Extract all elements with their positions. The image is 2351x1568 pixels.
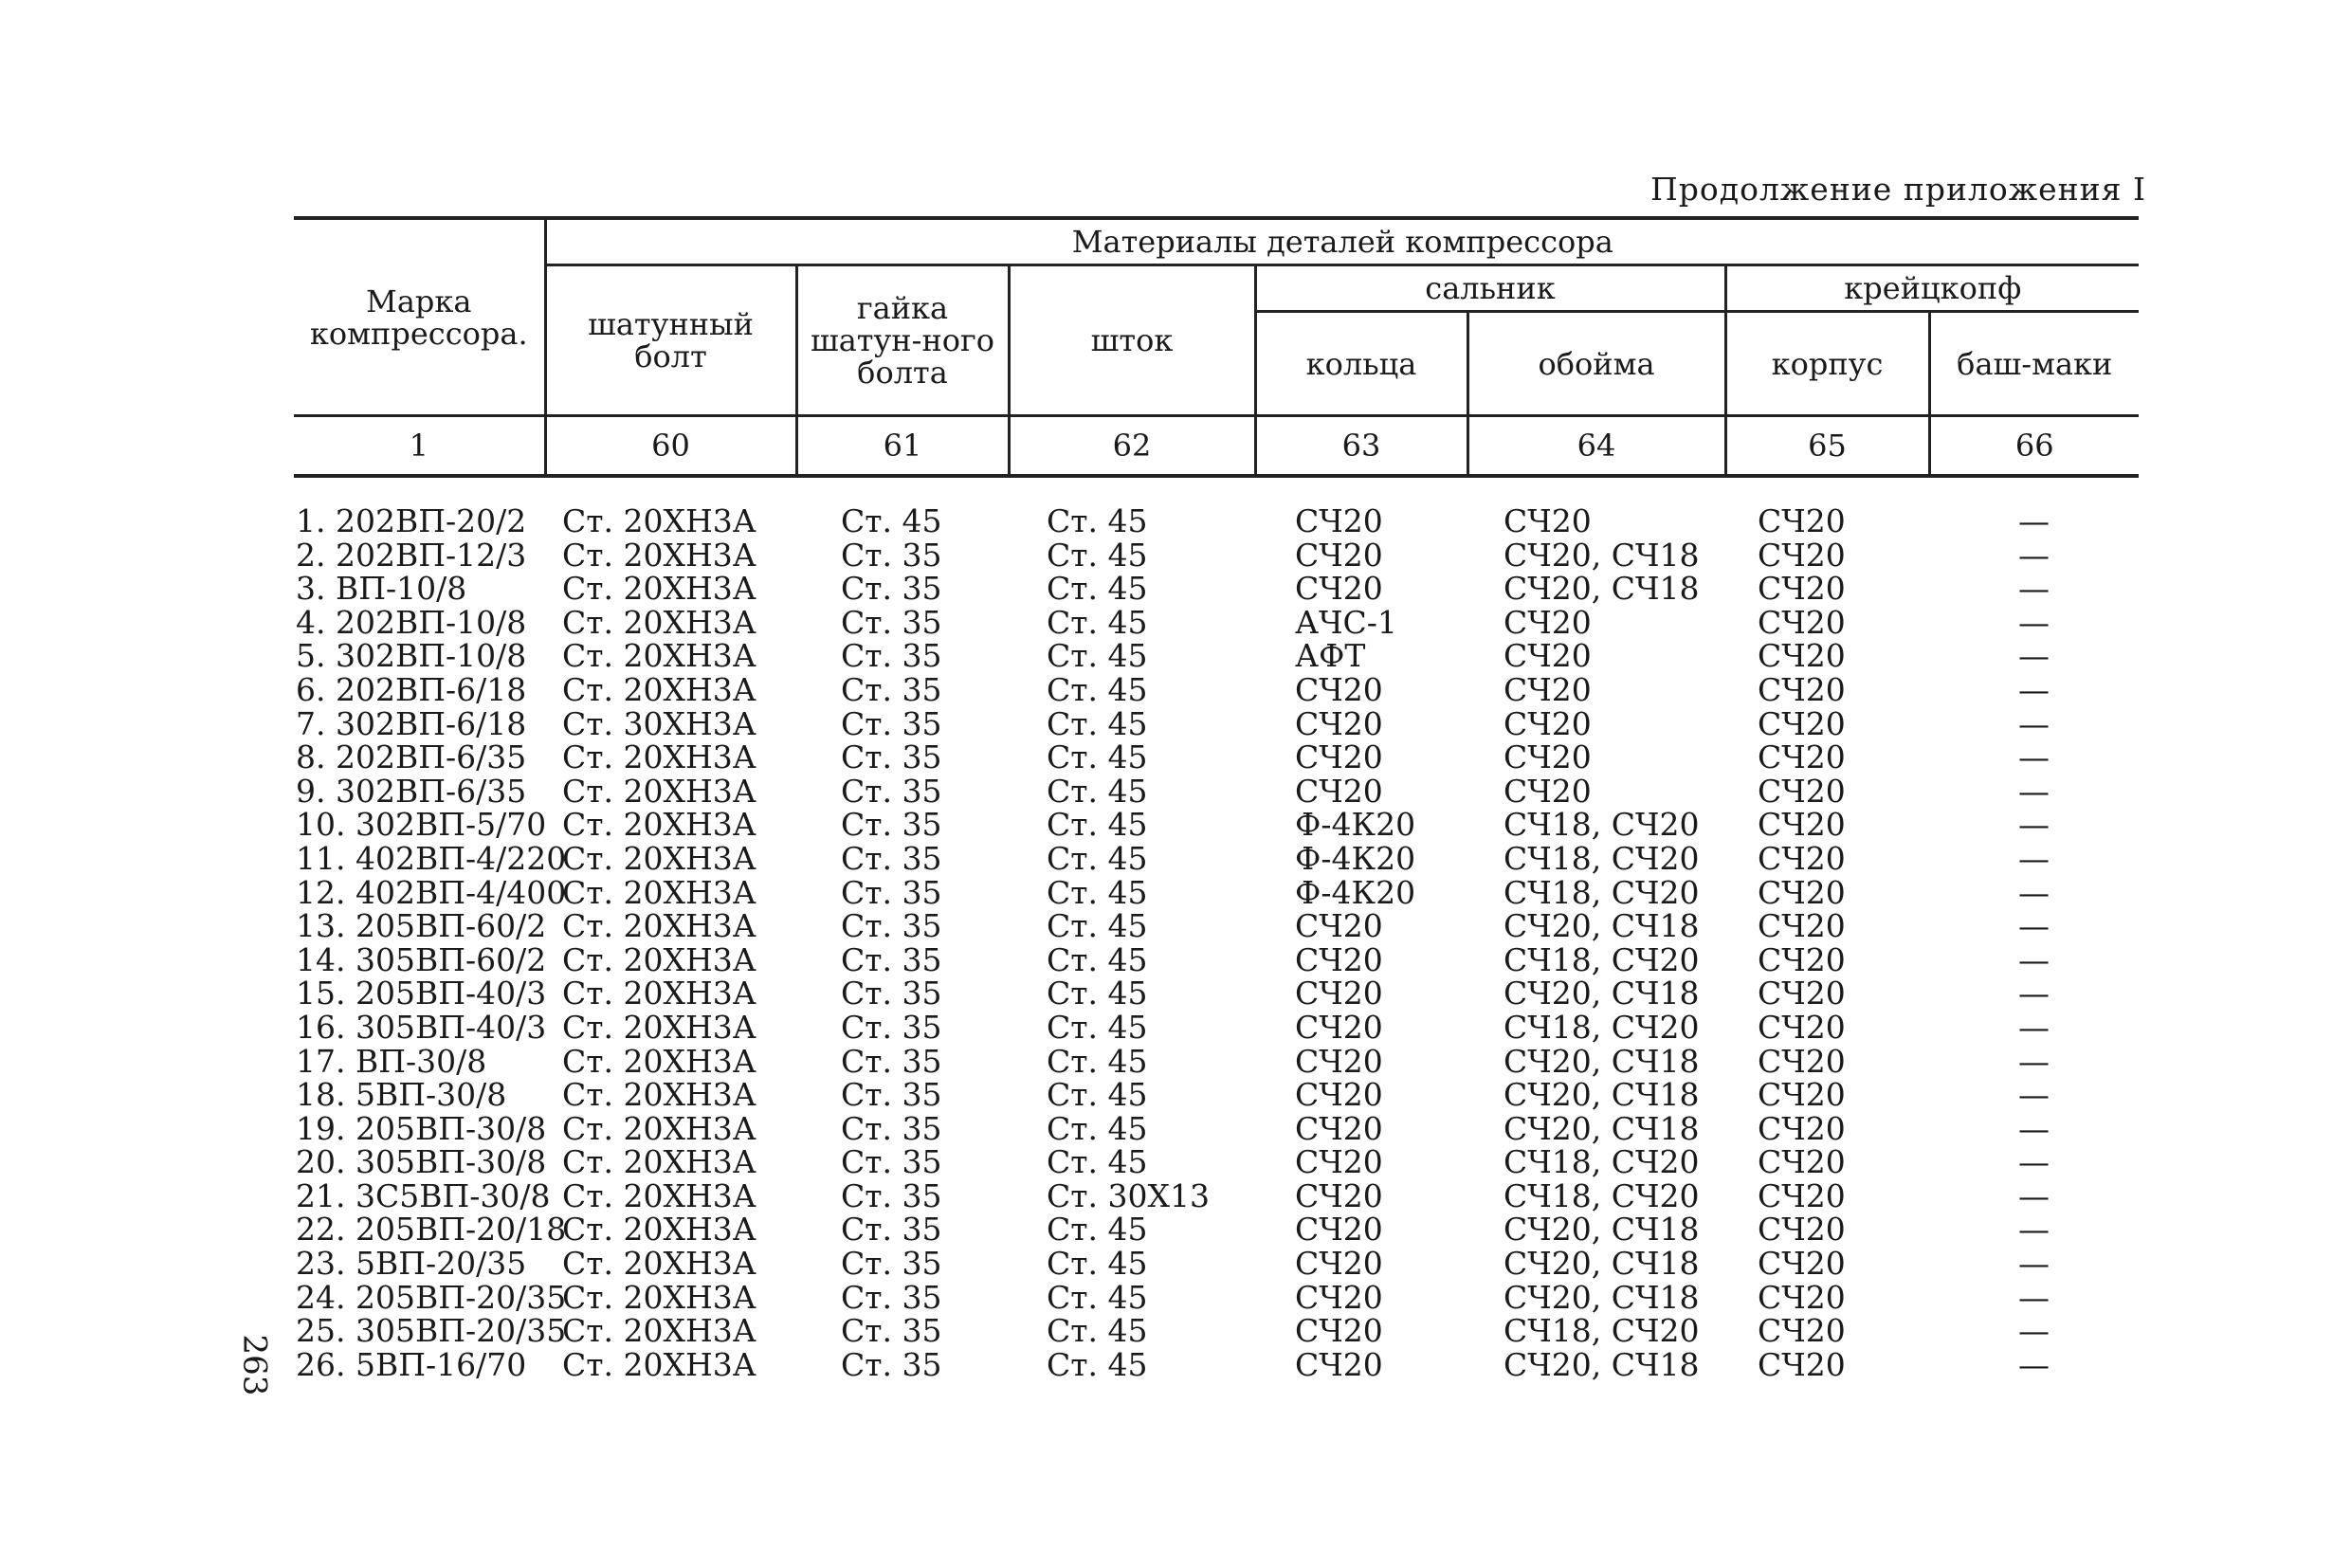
table-row bbox=[294, 1011, 2139, 1045]
bolt-material-cell: Ст. 20ХН3А bbox=[562, 772, 756, 810]
rod-material-cell: Ст. 45 bbox=[1047, 1345, 1148, 1383]
header-crosshead-group: крейцкопф bbox=[1725, 265, 2139, 312]
compressor-mark-cell: 24. 205ВП-20/35 bbox=[296, 1278, 567, 1316]
table-row bbox=[294, 976, 2139, 1011]
rod-material-cell: Ст. 45 bbox=[1047, 738, 1148, 776]
crosshead-body-material-cell: СЧ20 bbox=[1758, 1312, 1846, 1350]
gland-cage-material-cell: СЧ20 bbox=[1504, 738, 1592, 776]
crosshead-shoes-material-cell: — bbox=[2018, 670, 2050, 708]
table-row bbox=[294, 572, 2139, 606]
crosshead-shoes-material-cell: — bbox=[2018, 536, 2050, 574]
gland-rings-material-cell: Ф-4К20 bbox=[1295, 873, 1416, 911]
rod-material-cell: Ст. 45 bbox=[1047, 907, 1148, 945]
nut-material-cell: Ст. 35 bbox=[841, 975, 942, 1012]
crosshead-shoes-material-cell: — bbox=[2018, 1176, 2050, 1214]
bolt-material-cell: Ст. 20ХН3А bbox=[562, 1143, 756, 1181]
crosshead-body-material-cell: СЧ20 bbox=[1758, 1176, 1846, 1214]
header-body: корпус bbox=[1725, 312, 1929, 416]
table-row bbox=[294, 1281, 2139, 1315]
bolt-material-cell: Ст. 20ХН3А bbox=[562, 1245, 756, 1283]
bolt-material-cell: Ст. 30ХН3А bbox=[562, 704, 756, 742]
crosshead-shoes-material-cell: — bbox=[2018, 1076, 2050, 1114]
gland-cage-material-cell: СЧ18, СЧ20 bbox=[1504, 940, 1700, 978]
bolt-material-cell: Ст. 20ХН3А bbox=[562, 670, 756, 708]
gland-rings-material-cell: СЧ20 bbox=[1295, 1345, 1383, 1383]
gland-cage-material-cell: СЧ18, СЧ20 bbox=[1504, 1312, 1700, 1350]
bolt-material-cell: Ст. 20ХН3А bbox=[562, 502, 756, 539]
crosshead-body-material-cell: СЧ20 bbox=[1758, 873, 1846, 911]
gland-cage-material-cell: СЧ20, СЧ18 bbox=[1504, 1076, 1700, 1114]
compressor-mark-cell: 13. 205ВП-60/2 bbox=[296, 907, 547, 945]
rod-material-cell: Ст. 45 bbox=[1047, 570, 1148, 608]
gland-rings-material-cell: СЧ20 bbox=[1295, 738, 1383, 776]
bolt-material-cell: Ст. 20ХН3А bbox=[562, 1312, 756, 1350]
header-materials-group: Материалы деталей компрессора bbox=[545, 218, 2139, 265]
crosshead-body-material-cell: СЧ20 bbox=[1758, 839, 1846, 877]
gland-cage-material-cell: СЧ20, СЧ18 bbox=[1504, 1245, 1700, 1283]
column-number: 62 bbox=[1009, 416, 1255, 477]
crosshead-body-material-cell: СЧ20 bbox=[1758, 975, 1846, 1012]
gland-rings-material-cell: СЧ20 bbox=[1295, 940, 1383, 978]
crosshead-body-material-cell: СЧ20 bbox=[1758, 1076, 1846, 1114]
crosshead-shoes-material-cell: — bbox=[2018, 1345, 2050, 1383]
rod-material-cell: Ст. 30Х13 bbox=[1047, 1176, 1210, 1214]
crosshead-body-material-cell: СЧ20 bbox=[1758, 1211, 1846, 1249]
compressor-mark-cell: 23. 5ВП-20/35 bbox=[296, 1245, 527, 1283]
compressor-mark-cell: 12. 402ВП-4/400 bbox=[296, 873, 567, 911]
gland-cage-material-cell: СЧ18, СЧ20 bbox=[1504, 1008, 1700, 1046]
rod-material-cell: Ст. 45 bbox=[1047, 975, 1148, 1012]
crosshead-shoes-material-cell: — bbox=[2018, 704, 2050, 742]
table-row bbox=[294, 504, 2139, 538]
table-row bbox=[294, 1314, 2139, 1348]
compressor-mark-cell: 10. 302ВП-5/70 bbox=[296, 806, 547, 844]
nut-material-cell: Ст. 35 bbox=[841, 536, 942, 574]
table-row bbox=[294, 1112, 2139, 1146]
gland-cage-material-cell: СЧ20, СЧ18 bbox=[1504, 1345, 1700, 1383]
column-number: 63 bbox=[1255, 416, 1467, 477]
nut-material-cell: Ст. 35 bbox=[841, 806, 942, 844]
table-row bbox=[294, 775, 2139, 809]
crosshead-shoes-material-cell: — bbox=[2018, 839, 2050, 877]
table-row bbox=[294, 909, 2139, 943]
nut-material-cell: Ст. 35 bbox=[841, 1245, 942, 1283]
table-row bbox=[294, 1348, 2139, 1382]
compressor-mark-cell: 22. 205ВП-20/18 bbox=[296, 1211, 567, 1249]
nut-material-cell: Ст. 35 bbox=[841, 839, 942, 877]
nut-material-cell: Ст. 35 bbox=[841, 1211, 942, 1249]
crosshead-shoes-material-cell: — bbox=[2018, 907, 2050, 945]
table-row bbox=[294, 673, 2139, 707]
bolt-material-cell: Ст. 20ХН3А bbox=[562, 1008, 756, 1046]
table-row bbox=[294, 808, 2139, 842]
nut-material-cell: Ст. 35 bbox=[841, 1008, 942, 1046]
crosshead-shoes-material-cell: — bbox=[2018, 738, 2050, 776]
nut-material-cell: Ст. 35 bbox=[841, 1345, 942, 1383]
bolt-material-cell: Ст. 20ХН3А bbox=[562, 907, 756, 945]
crosshead-body-material-cell: СЧ20 bbox=[1758, 1143, 1846, 1181]
rod-material-cell: Ст. 45 bbox=[1047, 670, 1148, 708]
compressor-mark-cell: 9. 302ВП-6/35 bbox=[296, 772, 527, 810]
gland-rings-material-cell: СЧ20 bbox=[1295, 975, 1383, 1012]
bolt-material-cell: Ст. 20ХН3А bbox=[562, 1176, 756, 1214]
nut-material-cell: Ст. 35 bbox=[841, 603, 942, 641]
gland-cage-material-cell: СЧ20, СЧ18 bbox=[1504, 1211, 1700, 1249]
gland-cage-material-cell: СЧ18, СЧ20 bbox=[1504, 1176, 1700, 1214]
crosshead-shoes-material-cell: — bbox=[2018, 1278, 2050, 1316]
column-number: 61 bbox=[796, 416, 1009, 477]
gland-rings-material-cell: АФТ bbox=[1295, 637, 1366, 675]
gland-rings-material-cell: СЧ20 bbox=[1295, 1312, 1383, 1350]
bolt-material-cell: Ст. 20ХН3А bbox=[562, 738, 756, 776]
bolt-material-cell: Ст. 20ХН3А bbox=[562, 873, 756, 911]
gland-rings-material-cell: СЧ20 bbox=[1295, 1143, 1383, 1181]
gland-rings-material-cell: СЧ20 bbox=[1295, 1245, 1383, 1283]
compressor-mark-cell: 14. 305ВП-60/2 bbox=[296, 940, 547, 978]
compressor-mark-cell: 18. 5ВП-30/8 bbox=[296, 1076, 507, 1114]
crosshead-shoes-material-cell: — bbox=[2018, 637, 2050, 675]
nut-material-cell: Ст. 35 bbox=[841, 738, 942, 776]
compressor-mark-cell: 6. 202ВП-6/18 bbox=[296, 670, 527, 708]
header-mark: Марка компрессора. bbox=[309, 283, 528, 352]
nut-material-cell: Ст. 35 bbox=[841, 670, 942, 708]
crosshead-body-material-cell: СЧ20 bbox=[1758, 536, 1846, 574]
crosshead-body-material-cell: СЧ20 bbox=[1758, 704, 1846, 742]
nut-material-cell: Ст. 35 bbox=[841, 1109, 942, 1147]
rod-material-cell: Ст. 45 bbox=[1047, 1076, 1148, 1114]
crosshead-body-material-cell: СЧ20 bbox=[1758, 738, 1846, 776]
compressor-mark-cell: 16. 305ВП-40/3 bbox=[296, 1008, 547, 1046]
header-gland-group: сальник bbox=[1255, 265, 1725, 312]
rod-material-cell: Ст. 45 bbox=[1047, 1042, 1148, 1080]
rod-material-cell: Ст. 45 bbox=[1047, 1312, 1148, 1350]
gland-rings-material-cell: Ф-4К20 bbox=[1295, 806, 1416, 844]
crosshead-shoes-material-cell: — bbox=[2018, 1109, 2050, 1147]
gland-rings-material-cell: СЧ20 bbox=[1295, 1176, 1383, 1214]
rod-material-cell: Ст. 45 bbox=[1047, 940, 1148, 978]
gland-rings-material-cell: АЧС-1 bbox=[1295, 603, 1397, 641]
table-row bbox=[294, 1212, 2139, 1247]
table-row bbox=[294, 842, 2139, 876]
table-row bbox=[294, 707, 2139, 741]
rod-material-cell: Ст. 45 bbox=[1047, 839, 1148, 877]
rod-material-cell: Ст. 45 bbox=[1047, 603, 1148, 641]
compressor-mark-cell: 19. 205ВП-30/8 bbox=[296, 1109, 547, 1147]
crosshead-body-material-cell: СЧ20 bbox=[1758, 637, 1846, 675]
table-row bbox=[294, 538, 2139, 573]
rod-material-cell: Ст. 45 bbox=[1047, 637, 1148, 675]
bolt-material-cell: Ст. 20ХН3А bbox=[562, 839, 756, 877]
crosshead-shoes-material-cell: — bbox=[2018, 570, 2050, 608]
gland-rings-material-cell: СЧ20 bbox=[1295, 670, 1383, 708]
crosshead-body-material-cell: СЧ20 bbox=[1758, 502, 1846, 539]
header-bolt: шатунный болт bbox=[545, 265, 796, 416]
compressor-mark-cell: 2. 202ВП-12/3 bbox=[296, 536, 527, 574]
column-numbers-row bbox=[294, 416, 2139, 477]
rod-material-cell: Ст. 45 bbox=[1047, 1109, 1148, 1147]
bolt-material-cell: Ст. 20ХН3А bbox=[562, 1211, 756, 1249]
table-body bbox=[294, 504, 2139, 1381]
crosshead-body-material-cell: СЧ20 bbox=[1758, 570, 1846, 608]
nut-material-cell: Ст. 35 bbox=[841, 637, 942, 675]
compressor-mark-cell: 11. 402ВП-4/220 bbox=[296, 839, 567, 877]
crosshead-shoes-material-cell: — bbox=[2018, 772, 2050, 810]
bolt-material-cell: Ст. 20ХН3А bbox=[562, 637, 756, 675]
bolt-material-cell: Ст. 20ХН3А bbox=[562, 1109, 756, 1147]
nut-material-cell: Ст. 35 bbox=[841, 1278, 942, 1316]
rod-material-cell: Ст. 45 bbox=[1047, 1143, 1148, 1181]
table-row bbox=[294, 1247, 2139, 1281]
bolt-material-cell: Ст. 20ХН3А bbox=[562, 1278, 756, 1316]
compressor-mark-cell: 25. 305ВП-20/35 bbox=[296, 1312, 567, 1350]
gland-cage-material-cell: СЧ18, СЧ20 bbox=[1504, 1143, 1700, 1181]
compressor-mark-cell: 3. ВП-10/8 bbox=[296, 570, 467, 608]
gland-rings-material-cell: СЧ20 bbox=[1295, 907, 1383, 945]
gland-rings-material-cell: СЧ20 bbox=[1295, 536, 1383, 574]
nut-material-cell: Ст. 35 bbox=[841, 1312, 942, 1350]
gland-cage-material-cell: СЧ18, СЧ20 bbox=[1504, 839, 1700, 877]
crosshead-shoes-material-cell: — bbox=[2018, 1245, 2050, 1283]
gland-cage-material-cell: СЧ20, СЧ18 bbox=[1504, 570, 1700, 608]
crosshead-shoes-material-cell: — bbox=[2018, 1211, 2050, 1249]
table-row bbox=[294, 606, 2139, 640]
rod-material-cell: Ст. 45 bbox=[1047, 1008, 1148, 1046]
nut-material-cell: Ст. 35 bbox=[841, 907, 942, 945]
crosshead-shoes-material-cell: — bbox=[2018, 603, 2050, 641]
crosshead-shoes-material-cell: — bbox=[2018, 806, 2050, 844]
crosshead-shoes-material-cell: — bbox=[2018, 1042, 2050, 1080]
crosshead-body-material-cell: СЧ20 bbox=[1758, 1245, 1846, 1283]
bolt-material-cell: Ст. 20ХН3А bbox=[562, 1345, 756, 1383]
rod-material-cell: Ст. 45 bbox=[1047, 502, 1148, 539]
header-nut: гайка шатун-ного болта bbox=[796, 265, 1009, 416]
crosshead-body-material-cell: СЧ20 bbox=[1758, 1278, 1846, 1316]
table-row bbox=[294, 876, 2139, 910]
crosshead-shoes-material-cell: — bbox=[2018, 975, 2050, 1012]
bolt-material-cell: Ст. 20ХН3А bbox=[562, 536, 756, 574]
gland-rings-material-cell: СЧ20 bbox=[1295, 704, 1383, 742]
header-cage: обойма bbox=[1467, 312, 1725, 416]
crosshead-body-material-cell: СЧ20 bbox=[1758, 940, 1846, 978]
compressor-mark-cell: 5. 302ВП-10/8 bbox=[296, 637, 527, 675]
gland-rings-material-cell: СЧ20 bbox=[1295, 502, 1383, 539]
bolt-material-cell: Ст. 20ХН3А bbox=[562, 940, 756, 978]
gland-cage-material-cell: СЧ20, СЧ18 bbox=[1504, 1042, 1700, 1080]
table-row bbox=[294, 740, 2139, 775]
compressor-mark-cell: 15. 205ВП-40/3 bbox=[296, 975, 547, 1012]
gland-cage-material-cell: СЧ20 bbox=[1504, 502, 1592, 539]
gland-cage-material-cell: СЧ18, СЧ20 bbox=[1504, 873, 1700, 911]
column-number: 1 bbox=[294, 416, 545, 477]
compressor-mark-cell: 1. 202ВП-20/2 bbox=[296, 502, 527, 539]
bolt-material-cell: Ст. 20ХН3А bbox=[562, 975, 756, 1012]
crosshead-body-material-cell: СЧ20 bbox=[1758, 1345, 1846, 1383]
compressor-mark-cell: 26. 5ВП-16/70 bbox=[296, 1345, 527, 1383]
crosshead-body-material-cell: СЧ20 bbox=[1758, 1109, 1846, 1147]
gland-cage-material-cell: СЧ20 bbox=[1504, 637, 1592, 675]
crosshead-body-material-cell: СЧ20 bbox=[1758, 603, 1846, 641]
compressor-mark-cell: 8. 202ВП-6/35 bbox=[296, 738, 527, 776]
nut-material-cell: Ст. 35 bbox=[841, 570, 942, 608]
gland-rings-material-cell: СЧ20 bbox=[1295, 1008, 1383, 1046]
rod-material-cell: Ст. 45 bbox=[1047, 772, 1148, 810]
table-header bbox=[294, 216, 2139, 478]
rod-material-cell: Ст. 45 bbox=[1047, 873, 1148, 911]
gland-rings-material-cell: СЧ20 bbox=[1295, 1211, 1383, 1249]
gland-rings-material-cell: СЧ20 bbox=[1295, 1109, 1383, 1147]
continuation-caption: Продолжение приложения I bbox=[1650, 171, 2146, 208]
gland-cage-material-cell: СЧ20 bbox=[1504, 670, 1592, 708]
header-rod: шток bbox=[1009, 265, 1255, 416]
compressor-mark-cell: 7. 302ВП-6/18 bbox=[296, 704, 527, 742]
table-row bbox=[294, 943, 2139, 977]
gland-cage-material-cell: СЧ20 bbox=[1504, 704, 1592, 742]
crosshead-body-material-cell: СЧ20 bbox=[1758, 806, 1846, 844]
column-number: 66 bbox=[1929, 416, 2139, 477]
compressor-mark-cell: 4. 202ВП-10/8 bbox=[296, 603, 527, 641]
crosshead-body-material-cell: СЧ20 bbox=[1758, 670, 1846, 708]
gland-cage-material-cell: СЧ20, СЧ18 bbox=[1504, 1109, 1700, 1147]
gland-cage-material-cell: СЧ20, СЧ18 bbox=[1504, 1278, 1700, 1316]
table-row bbox=[294, 639, 2139, 673]
materials-table bbox=[294, 216, 2139, 1381]
table-row bbox=[294, 1078, 2139, 1112]
bolt-material-cell: Ст. 20ХН3А bbox=[562, 1042, 756, 1080]
crosshead-shoes-material-cell: — bbox=[2018, 940, 2050, 978]
rod-material-cell: Ст. 45 bbox=[1047, 1245, 1148, 1283]
rod-material-cell: Ст. 45 bbox=[1047, 704, 1148, 742]
nut-material-cell: Ст. 35 bbox=[841, 1076, 942, 1114]
nut-material-cell: Ст. 35 bbox=[841, 772, 942, 810]
table-row bbox=[294, 1179, 2139, 1213]
gland-cage-material-cell: СЧ18, СЧ20 bbox=[1504, 806, 1700, 844]
compressor-mark-cell: 20. 305ВП-30/8 bbox=[296, 1143, 547, 1181]
compressor-mark-cell: 17. ВП-30/8 bbox=[296, 1042, 487, 1080]
page-number: 263 bbox=[235, 1334, 274, 1396]
gland-rings-material-cell: СЧ20 bbox=[1295, 1278, 1383, 1316]
gland-rings-material-cell: СЧ20 bbox=[1295, 1042, 1383, 1080]
gland-cage-material-cell: СЧ20, СЧ18 bbox=[1504, 536, 1700, 574]
nut-material-cell: Ст. 35 bbox=[841, 940, 942, 978]
bolt-material-cell: Ст. 20ХН3А bbox=[562, 1076, 756, 1114]
nut-material-cell: Ст. 35 bbox=[841, 1176, 942, 1214]
gland-rings-material-cell: СЧ20 bbox=[1295, 1076, 1383, 1114]
crosshead-shoes-material-cell: — bbox=[2018, 502, 2050, 539]
crosshead-body-material-cell: СЧ20 bbox=[1758, 772, 1846, 810]
compressor-mark-cell: 21. 3С5ВП-30/8 bbox=[296, 1176, 551, 1214]
nut-material-cell: Ст. 35 bbox=[841, 1143, 942, 1181]
nut-material-cell: Ст. 35 bbox=[841, 704, 942, 742]
crosshead-shoes-material-cell: — bbox=[2018, 1008, 2050, 1046]
crosshead-body-material-cell: СЧ20 bbox=[1758, 1042, 1846, 1080]
rod-material-cell: Ст. 45 bbox=[1047, 1278, 1148, 1316]
rod-material-cell: Ст. 45 bbox=[1047, 1211, 1148, 1249]
rod-material-cell: Ст. 45 bbox=[1047, 806, 1148, 844]
table-row bbox=[294, 1145, 2139, 1179]
gland-rings-material-cell: Ф-4К20 bbox=[1295, 839, 1416, 877]
gland-rings-material-cell: СЧ20 bbox=[1295, 772, 1383, 810]
crosshead-shoes-material-cell: — bbox=[2018, 1143, 2050, 1181]
column-number: 65 bbox=[1725, 416, 1929, 477]
bolt-material-cell: Ст. 20ХН3А bbox=[562, 806, 756, 844]
bolt-material-cell: Ст. 20ХН3А bbox=[562, 603, 756, 641]
crosshead-body-material-cell: СЧ20 bbox=[1758, 1008, 1846, 1046]
crosshead-body-material-cell: СЧ20 bbox=[1758, 907, 1846, 945]
gland-cage-material-cell: СЧ20 bbox=[1504, 603, 1592, 641]
column-number: 60 bbox=[545, 416, 796, 477]
table-row bbox=[294, 1045, 2139, 1079]
header-rings: кольца bbox=[1255, 312, 1467, 416]
nut-material-cell: Ст. 45 bbox=[841, 502, 942, 539]
header-shoes: баш-маки bbox=[1929, 312, 2139, 416]
gland-cage-material-cell: СЧ20, СЧ18 bbox=[1504, 907, 1700, 945]
gland-cage-material-cell: СЧ20 bbox=[1504, 772, 1592, 810]
gland-rings-material-cell: СЧ20 bbox=[1295, 570, 1383, 608]
crosshead-shoes-material-cell: — bbox=[2018, 873, 2050, 911]
crosshead-shoes-material-cell: — bbox=[2018, 1312, 2050, 1350]
column-number: 64 bbox=[1467, 416, 1725, 477]
gland-cage-material-cell: СЧ20, СЧ18 bbox=[1504, 975, 1700, 1012]
rod-material-cell: Ст. 45 bbox=[1047, 536, 1148, 574]
bolt-material-cell: Ст. 20ХН3А bbox=[562, 570, 756, 608]
nut-material-cell: Ст. 35 bbox=[841, 873, 942, 911]
nut-material-cell: Ст. 35 bbox=[841, 1042, 942, 1080]
